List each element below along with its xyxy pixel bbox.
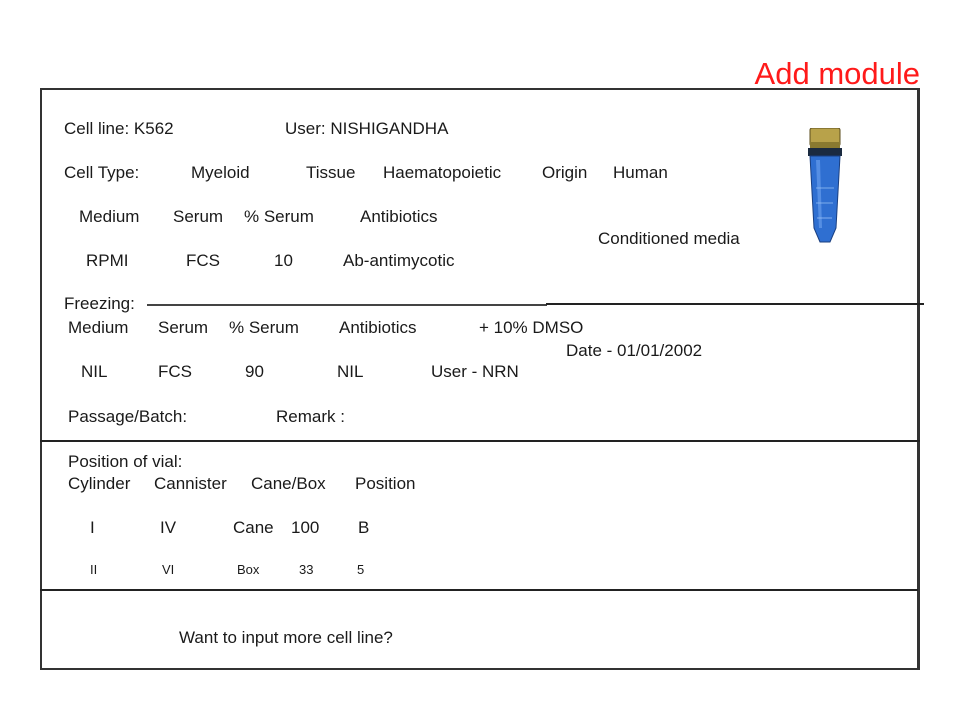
- serum-header: Serum: [173, 207, 224, 226]
- page-title: Add module: [754, 56, 920, 91]
- row2-cannister: VI: [162, 562, 175, 577]
- serum-value: FCS: [186, 251, 220, 270]
- antibiotics-value: Ab-antimycotic: [343, 251, 455, 270]
- cell-type-value: Myeloid: [191, 163, 250, 182]
- serum-percent-value: 10: [274, 251, 293, 270]
- dmso-header: + 10% DMSO: [479, 318, 584, 337]
- freezing-antibiotics-header: Antibiotics: [339, 318, 417, 337]
- row1-position: B: [358, 518, 370, 537]
- medium-value: RPMI: [86, 251, 129, 270]
- row1-cylinder: I: [90, 518, 95, 537]
- position-title: Position of vial:: [68, 452, 183, 471]
- serum-percent-header: % Serum: [244, 207, 314, 226]
- cane-box-header: Cane/Box: [251, 474, 326, 493]
- freezing-user: User - NRN: [431, 362, 519, 381]
- position-header: Position: [355, 474, 416, 493]
- cannister-header: Cannister: [154, 474, 227, 493]
- row2-cylinder: II: [90, 562, 98, 577]
- freezing-serum-percent-header: % Serum: [229, 318, 299, 337]
- row2-box-label: Box: [237, 562, 260, 577]
- freezing-label: Freezing:: [64, 294, 135, 313]
- cylinder-header: Cylinder: [68, 474, 131, 493]
- passage-batch-label: Passage/Batch:: [68, 407, 188, 426]
- freezing-date: Date - 01/01/2002: [566, 341, 703, 360]
- row1-cane-label: Cane: [233, 518, 274, 537]
- cell-user: User: NISHIGANDHA: [285, 119, 449, 138]
- remark-label: Remark :: [276, 407, 345, 426]
- row1-cane-number: 100: [291, 518, 320, 537]
- divider-spacer: [40, 303, 147, 305]
- medium-header: Medium: [79, 207, 140, 226]
- conditioned-media: Conditioned media: [598, 229, 740, 248]
- freezing-dash-line: [147, 304, 547, 306]
- row2-box-number: 33: [299, 562, 314, 577]
- freezing-serum-header: Serum: [158, 318, 209, 337]
- origin-label: Origin: [542, 163, 588, 182]
- origin-value: Human: [613, 163, 668, 182]
- more-cell-line-prompt[interactable]: Want to input more cell line?: [179, 628, 393, 647]
- tissue-value: Haematopoietic: [383, 163, 502, 182]
- freezing-medium-header: Medium: [68, 318, 129, 337]
- freezing-antibiotics-value: NIL: [337, 362, 364, 381]
- freezing-serum-percent-value: 90: [245, 362, 264, 381]
- tube-icon: [802, 128, 848, 246]
- row2-position: 5: [357, 562, 365, 577]
- cell-type-label: Cell Type:: [64, 163, 140, 182]
- row1-cannister: IV: [160, 518, 177, 537]
- cell-line: Cell line: K562: [64, 119, 174, 138]
- antibiotics-header: Antibiotics: [360, 207, 438, 226]
- divider-freezing: [546, 303, 924, 305]
- freezing-serum-value: FCS: [158, 362, 192, 381]
- freezing-medium-value: NIL: [81, 362, 108, 381]
- divider-position: [40, 440, 920, 442]
- tissue-label: Tissue: [306, 163, 356, 182]
- divider-footer: [40, 589, 918, 591]
